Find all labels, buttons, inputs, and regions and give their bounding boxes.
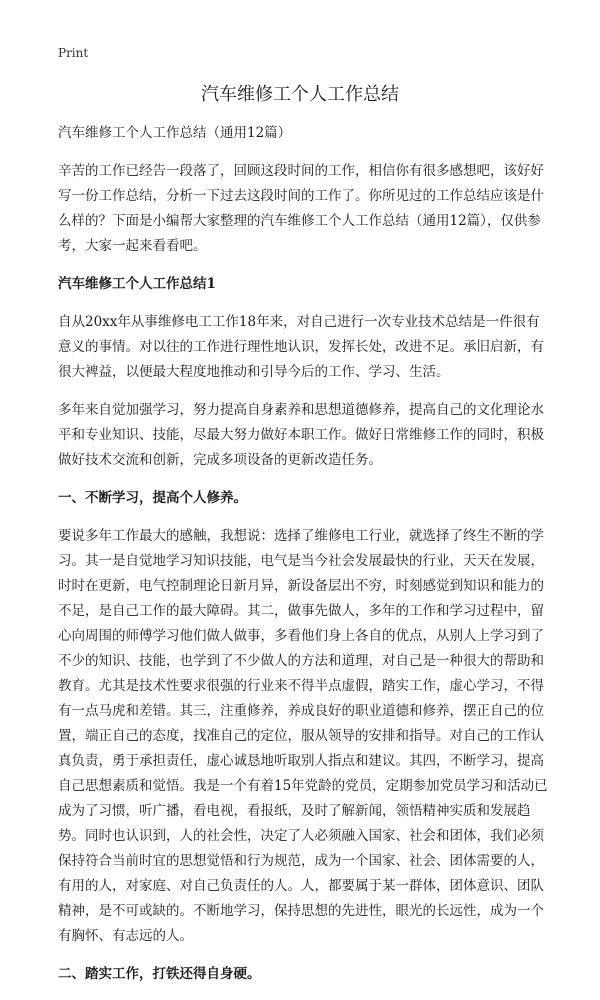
paragraph-3: 要说多年工作最大的感触，我想说：选择了维修电工行业，就选择了终生不断的学习。其一是自觉地学习知识技能，电气是当今社会发展最快的行业，天天在发展，时时在更新，电气控制理论日新月异，新设备层出不穷，时刻感觉到知识和能力的不足，是自己工作的最大障碍。其二，做事先做人，多年的工作和学习过程中，留心向周围的师傅学习他们做人做事，多看他们身上各自的优点，从别人上学习到了不少的知识、技能，也学到了不少做人的方法和道理，对自己是一种很大的帮助和教育。尤其是技术性要求很强的行业来不得半点虚假，踏实工作，虚心学习，不得有一点马虎和差错。其三，注重修养，养成良好的职业道德和修养，摆正自己的位置，端正自己的态度，找准自己的定位，服从领导的安排和指导。对自己的工作认真负责，勇于承担责任，虚心诚恳地听取别人指点和建议。其四，不断学习，提高自己思想素质和觉悟。我是一个有着15年党龄的党员，定期参加党员学习和活动已成为了习惯，听广播，看电视，看报纸，及时了解新闻，领悟精神实质和发展趋势。同时也认识到，人的社会性，决定了人必须融入国家、社会和团体，我们必须保持符合当前时宜的思想觉悟和行为规范，成为一个国家、社会、团体需要的人，有用的人，对家庭、对自己负责任的人。人，都要属于某一群体，团体意识、团队精神，是不可或缺的。不断地学习，保持思想的先进性，眼光的长远性，成为一个有胸怀、有志远的人。 — [58, 528, 548, 944]
page-title: 汽车维修工个人工作总结 — [201, 84, 399, 105]
paragraph-1: 自从20xx年从事维修电工工作18年来，对自己进行一次专业技术总结是一件很有意义的事情。对以往的工作进行理性地认识，发挥长处，改进不足。承旧启新，有很大裨益，以便最大程度地推动和引导今后的工作、学习、生活。 — [58, 314, 544, 380]
article-body — [58, 121, 550, 1000]
print-link[interactable]: Print — [58, 46, 89, 60]
section-heading: 汽车维修工个人工作总结1 — [58, 276, 216, 292]
subheading-learning: 一、不断学习，提高个人修养。 — [58, 490, 247, 506]
paragraph-2: 多年来自觉加强学习，努力提高自身素养和思想道德修养，提高自己的文化理论水平和专业知识、技能，尽最大努力做好本职工作。做好日常维修工作的同时，积极做好技术交流和创新，完成多项设备的更新改造任务。 — [58, 402, 544, 468]
subheading-work: 二、踏实工作，打铁还得自身硬。 — [58, 966, 261, 982]
intro-paragraph: 辛苦的工作已经告一段落了，回顾这段时间的工作，相信你有很多感想吧，该好好写一份工作总结，分析一下过去这段时间的工作了。你所见过的工作总结应该是什么样的？下面是小编帮大家整理的汽车维修工个人工作总结（通用12篇），仅供参考，大家一起来看看吧。 — [58, 163, 544, 254]
article-subtitle: 汽车维修工个人工作总结（通用12篇） — [58, 125, 292, 141]
